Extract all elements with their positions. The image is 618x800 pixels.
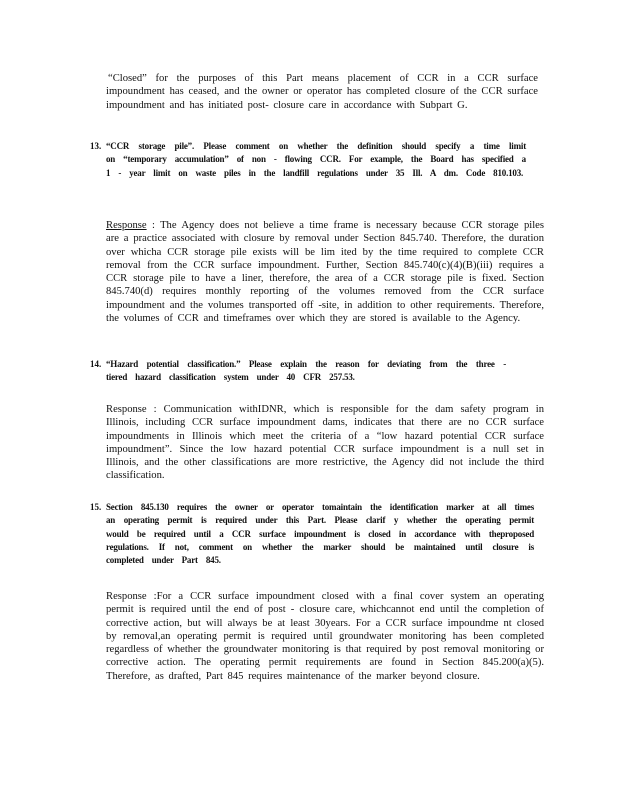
question-13: “CCR storage pile”. Please comment on whether the definition should specify a time limit on “temporary accumulation” of non - flowing CCR. For example, the Board has specified a 1 - year limit on waste piles in the landfill regulations under 35 Ill. A dm. Code 810.103. [106, 141, 526, 178]
question-number: 14. [90, 359, 102, 369]
question-number: 13. [90, 141, 102, 151]
response-label: Response [106, 404, 147, 415]
response-14 [106, 403, 544, 483]
response-text: :For a CCR surface impoundment closed with a final cover system an operating permit is required until the end of post - closure care, whichcannot end until the completion of corrective action, but will always be at least 30years. For a CCR surface impoundme nt closed by removal,an operating permit is required until groundwater monitoring has been completed regardless of whether the groundwater monitoring is that required by post removal monitoring or corrective action. The operating permit requirements are found in Section 845.200(a)(5). Therefore, as drafted, Part 845 requires maintenance of the marker beyond closure. [106, 591, 544, 682]
question-14: “Hazard potential classification.” Please explain the reason for deviating from the three - tiered hazard classification system under 40 CFR 257.53. [106, 359, 506, 383]
response-15 [106, 590, 544, 683]
response-text: : Communication withIDNR, which is responsible for the dam safety program in Illinois, including CCR surface impoundment dams, indicates that there are no CCR surface impoundments in Illinois which meet the criteria of a “low hazard potential CCR surface impoundment”. Since the low hazard potential CCR surface impoundment is a null set in Illinois, and the other classifications are more restrictive, the Agency did not include the third classification. [106, 404, 544, 482]
response-label: Response [106, 591, 147, 602]
intro-paragraph: “Closed” for the purposes of this Part means placement of CCR in a CCR surface impoundment has ceased, and the owner or operator has completed closure of the CCR surface impoundment and has initiated post- closure care in accordance with Subpart G. [106, 73, 538, 111]
response-text: : The Agency does not believe a time frame is necessary because CCR storage piles are a practice associated with closure by removal under Section 845.740. Therefore, the duration over whicha CCR storage pile exists will be lim ited by the time required to complete CCR removal from the CCR surface impoundment. Further, Section 845.740(c)(4)(B)(iii) requires a CCR storage pile to have a liner, therefore, the area of a CCR storage pile is fixed. Section 845.740(d) requires monthly reporting of the volumes removed from the CCR surface impoundment and the volumes transported off -site, in addition to other requirements. Therefore, the volumes of CCR and timeframes over which they are stored is available to the Agency. [106, 220, 544, 325]
response-13 [106, 219, 544, 325]
response-label: Response [106, 220, 147, 231]
question-15: Section 845.130 requires the owner or operator tomaintain the identification marker at all times an operating permit is required under this Part. Please clarif y whether the operating permit would be required until a CCR surface impoundment is closed in accordance with theproposed regulations. If not, comment on whether the marker should be maintained until closure is completed under Part 845. [106, 502, 534, 566]
question-number: 15. [90, 502, 102, 512]
